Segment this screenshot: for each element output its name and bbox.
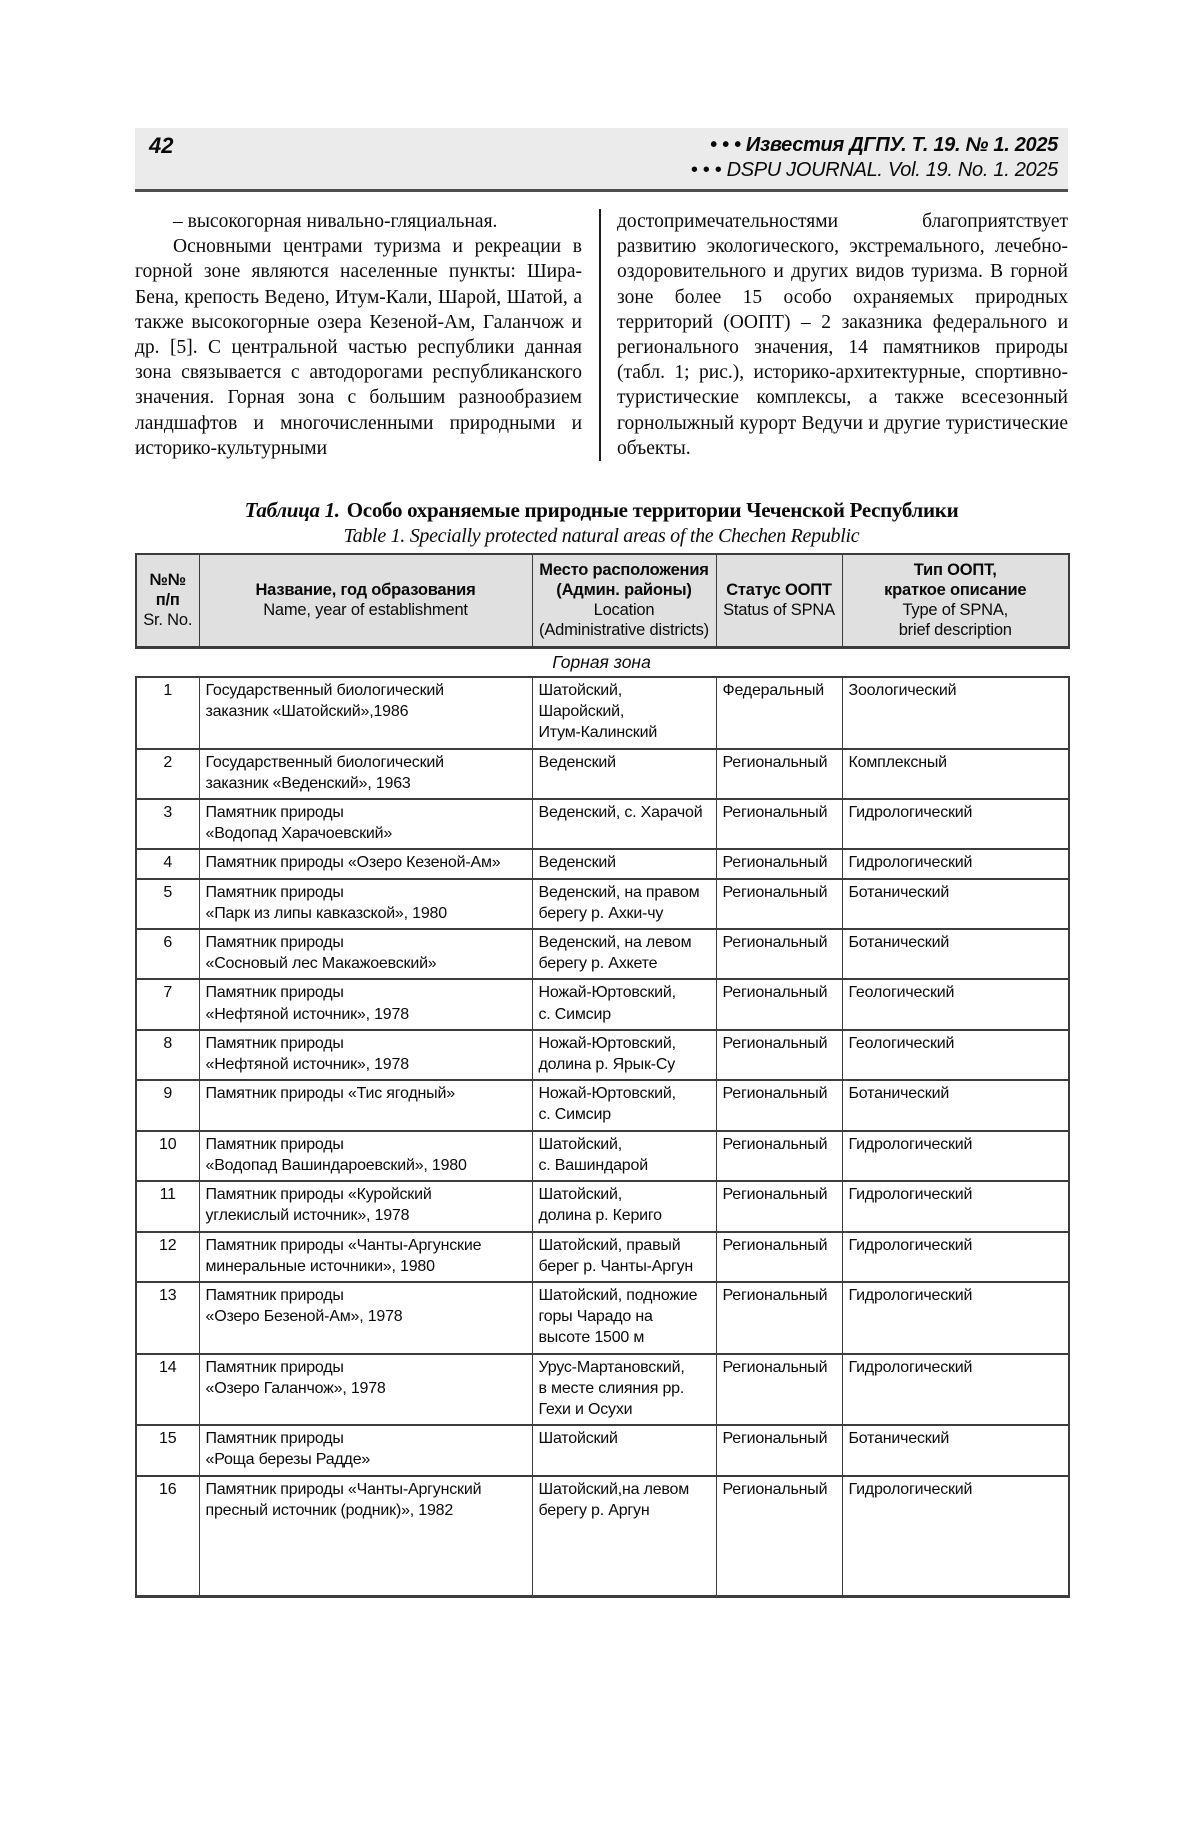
page-content	[135, 128, 1068, 1598]
cell-location: Шатойский, правый берег р. Чанты-Аргун	[532, 1232, 716, 1282]
cell-type: Ботанический	[842, 1080, 1069, 1130]
table-row	[136, 1354, 1069, 1426]
table-row	[136, 799, 1069, 849]
cell-status: Региональный	[716, 1476, 842, 1597]
cell-status: Региональный	[716, 979, 842, 1029]
table-caption-ru	[135, 497, 1068, 523]
cell-type: Гидрологический	[842, 1354, 1069, 1426]
header-cell-type: Тип ООПТ, краткое описание Type of SPNA, brief description	[842, 554, 1069, 648]
header-cell-status: Статус ООПТ Status of SPNA	[716, 554, 842, 648]
cell-number: 4	[136, 849, 199, 878]
table-row	[136, 1232, 1069, 1282]
cell-type: Гидрологический	[842, 799, 1069, 849]
table-row	[136, 749, 1069, 799]
cell-location: Ножай-Юртовский, с. Симсир	[532, 1080, 716, 1130]
cell-number: 12	[136, 1232, 199, 1282]
table-row	[136, 677, 1069, 749]
cell-name: Памятник природы «Водопад Харачоевский»	[199, 799, 532, 849]
cell-type: Геологический	[842, 979, 1069, 1029]
cell-status: Региональный	[716, 1030, 842, 1080]
header-cell-number: №№ п/п Sr. No.	[136, 554, 199, 648]
cell-number: 11	[136, 1181, 199, 1231]
cell-number: 16	[136, 1476, 199, 1597]
cell-name: Памятник природы «Куройский углекислый источник», 1978	[199, 1181, 532, 1231]
journal-titles	[691, 133, 1058, 183]
cell-location: Веденский, с. Харачой	[532, 799, 716, 849]
table-row	[136, 1425, 1069, 1475]
table-row	[136, 929, 1069, 979]
cell-number: 1	[136, 677, 199, 749]
paragraph: – высокогорная нивально-гляциальная.	[173, 211, 498, 232]
cell-type: Ботанический	[842, 879, 1069, 929]
table-row	[136, 979, 1069, 1029]
cell-status: Региональный	[716, 799, 842, 849]
cell-type: Ботанический	[842, 929, 1069, 979]
cell-name: Государственный биологический заказник «Веденский», 1963	[199, 749, 532, 799]
table-row	[136, 1476, 1069, 1597]
header-cell-name: Название, год образования Name, year of establishment	[199, 554, 532, 648]
cell-status: Региональный	[716, 929, 842, 979]
cell-location: Веденский, на правом берегу р. Ахки-чу	[532, 879, 716, 929]
paragraph: Основными центрами туризма и рекреации в горной зоне являются населенные пункты: Шира-Бена, крепость Ведено, Итум-Кали, Шарой, Шатой, а также высокогорные озера Кезеной-Ам, Галанчож и др. [5]. С центральной частью республики данная зона связывается с автодорогами республиканского значения. Горная зона с большим разнообразием ландшафтов и многочисленными природными и историко-культурными	[135, 236, 582, 459]
cell-location: Ножай-Юртовский, долина р. Ярык-Су	[532, 1030, 716, 1080]
cell-status: Региональный	[716, 849, 842, 878]
cell-name: Памятник природы «Нефтяной источник», 1978	[199, 1030, 532, 1080]
journal-title-ru: • • • Известия ДГПУ. Т. 19. № 1. 2025	[710, 134, 1058, 156]
paragraph: достопримечательностями благоприятствует развитию экологического, экстремального, лечебно-оздоровительного и других видов туризма. В горной зоне более 15 особо охраняемых природных территорий (ООПТ) – 2 заказника федерального и регионального значения, 14 памятников природы (табл. 1; рис.), историко-архитектурные, спортивно-туристические комплексы, а также всесезонный горнолыжный курорт Ведучи и другие туристические объекты.	[617, 211, 1068, 459]
cell-name: Памятник природы «Чанты-Аргунские минеральные источники», 1980	[199, 1232, 532, 1282]
cell-location: Шатойский, Шаройский, Итум-Калинский	[532, 677, 716, 749]
spna-table	[135, 553, 1068, 1598]
cell-number: 9	[136, 1080, 199, 1130]
table-section-label: Горная зона	[552, 652, 651, 673]
table-caption-label: Таблица 1.	[244, 498, 340, 523]
cell-type: Гидрологический	[842, 1282, 1069, 1354]
cell-type: Ботанический	[842, 1425, 1069, 1475]
cell-status: Региональный	[716, 879, 842, 929]
cell-status: Региональный	[716, 1080, 842, 1130]
cell-status: Региональный	[716, 1131, 842, 1181]
cell-status: Региональный	[716, 1232, 842, 1282]
spna-table-header	[135, 553, 1070, 649]
cell-name: Памятник природы «Озеро Галанчож», 1978	[199, 1354, 532, 1426]
cell-number: 10	[136, 1131, 199, 1181]
cell-number: 3	[136, 799, 199, 849]
cell-location: Шатойский, подножие горы Чарадо на высоте 1500 м	[532, 1282, 716, 1354]
cell-name: Памятник природы «Парк из липы кавказской», 1980	[199, 879, 532, 929]
cell-type: Геологический	[842, 1030, 1069, 1080]
table-row	[136, 1131, 1069, 1181]
cell-name: Памятник природы «Водопад Вашиндароевский», 1980	[199, 1131, 532, 1181]
cell-name: Памятник природы «Роща березы Радде»	[199, 1425, 532, 1475]
table-row	[136, 879, 1069, 929]
cell-number: 13	[136, 1282, 199, 1354]
cell-type: Комплексный	[842, 749, 1069, 799]
cell-type: Гидрологический	[842, 1131, 1069, 1181]
article-column-left	[135, 209, 599, 461]
table-caption-en: Table 1. Specially protected natural areas of the Chechen Republic	[343, 525, 860, 548]
cell-name: Памятник природы «Нефтяной источник», 1978	[199, 979, 532, 1029]
cell-number: 6	[136, 929, 199, 979]
table-row	[136, 1282, 1069, 1354]
article-columns	[135, 209, 1068, 461]
cell-status: Региональный	[716, 1181, 842, 1231]
cell-name: Памятник природы «Озеро Безеной-Ам», 1978	[199, 1282, 532, 1354]
cell-status: Региональный	[716, 749, 842, 799]
cell-location: Шатойский, с. Вашиндарой	[532, 1131, 716, 1181]
header-row	[136, 554, 1069, 648]
table-row	[136, 1080, 1069, 1130]
cell-location: Шатойский, долина р. Кериго	[532, 1181, 716, 1231]
cell-name: Памятник природы «Сосновый лес Макажоевский»	[199, 929, 532, 979]
page-number: 42	[149, 133, 174, 158]
header-cell-location: Место расположения (Админ. районы) Location (Administrative districts)	[532, 554, 716, 648]
table-row	[136, 1030, 1069, 1080]
cell-type: Гидрологический	[842, 849, 1069, 878]
cell-name: Памятник природы «Озеро Кезеной-Ам»	[199, 849, 532, 878]
table-row	[136, 1181, 1069, 1231]
table-row	[136, 849, 1069, 878]
journal-title-en: • • • DSPU JOURNAL. Vol. 19. No. 1. 2025	[690, 159, 1058, 181]
cell-location: Ножай-Юртовский, с. Симсир	[532, 979, 716, 1029]
cell-type: Гидрологический	[842, 1476, 1069, 1597]
cell-number: 8	[136, 1030, 199, 1080]
cell-location: Урус-Мартановский, в месте слияния рр. Гехи и Осухи	[532, 1354, 716, 1426]
cell-number: 15	[136, 1425, 199, 1475]
cell-type: Гидрологический	[842, 1232, 1069, 1282]
cell-location: Веденский	[532, 749, 716, 799]
cell-status: Региональный	[716, 1354, 842, 1426]
cell-location: Веденский	[532, 849, 716, 878]
cell-status: Региональный	[716, 1282, 842, 1354]
cell-type: Зоологический	[842, 677, 1069, 749]
cell-number: 14	[136, 1354, 199, 1426]
cell-number: 7	[136, 979, 199, 1029]
cell-location: Шатойский,на левом берегу р. Аргун	[532, 1476, 716, 1597]
cell-name: Памятник природы «Чанты-Аргунский пресный источник (родник)», 1982	[199, 1476, 532, 1597]
cell-status: Региональный	[716, 1425, 842, 1475]
cell-location: Шатойский	[532, 1425, 716, 1475]
spna-table-body	[136, 677, 1069, 1596]
cell-number: 2	[136, 749, 199, 799]
article-column-right	[599, 209, 1068, 461]
cell-type: Гидрологический	[842, 1181, 1069, 1231]
table-caption-title: Особо охраняемые природные территории Чеченской Республики	[346, 498, 959, 523]
cell-location: Веденский, на левом берегу р. Ахкете	[532, 929, 716, 979]
cell-name: Памятник природы «Тис ягодный»	[199, 1080, 532, 1130]
spna-table-data	[135, 676, 1070, 1598]
cell-status: Федеральный	[716, 677, 842, 749]
cell-number: 5	[136, 879, 199, 929]
cell-name: Государственный биологический заказник «Шатойский»,1986	[199, 677, 532, 749]
running-head	[135, 128, 1068, 192]
table-caption	[135, 497, 1068, 549]
